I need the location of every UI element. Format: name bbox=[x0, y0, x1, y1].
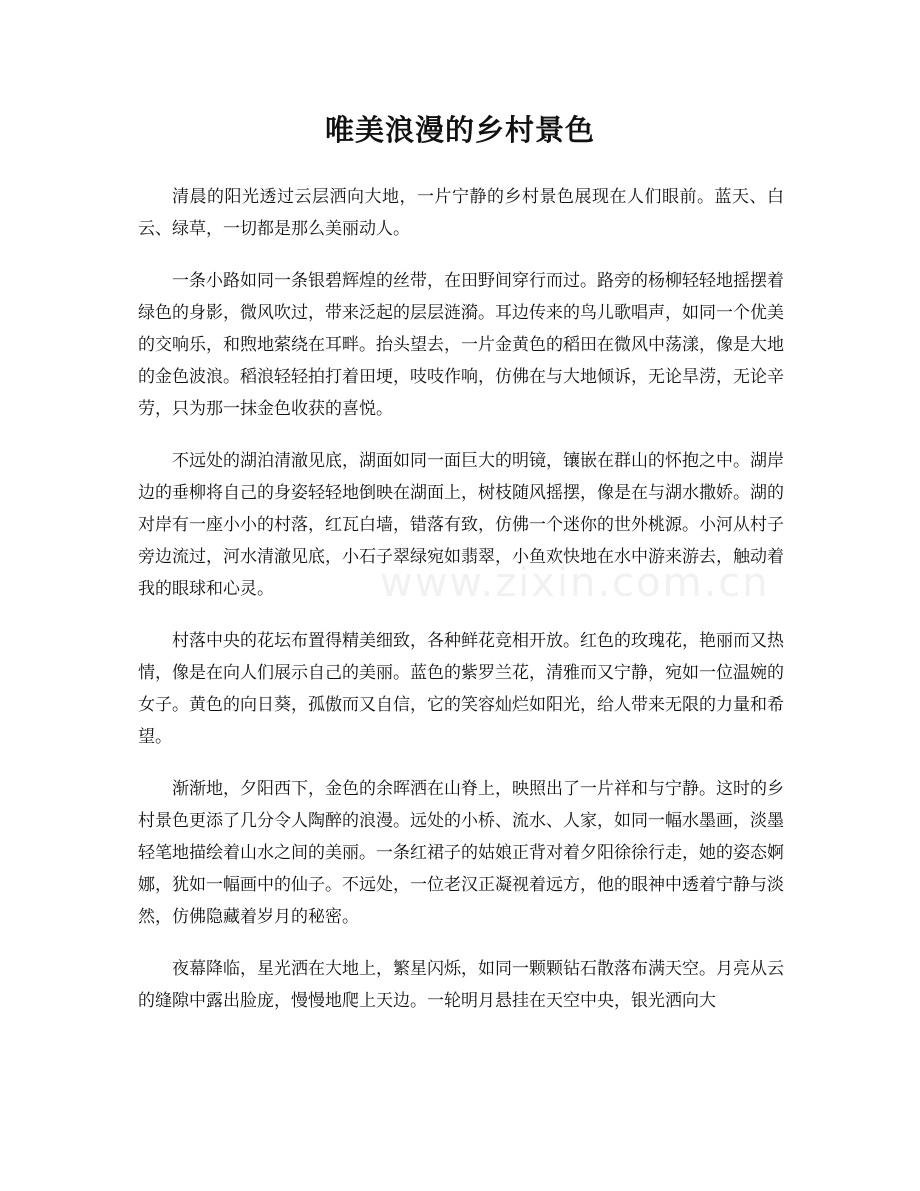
watermark: www.zixin.com.cn bbox=[380, 560, 770, 606]
paragraph: 夜幕降临，星光洒在大地上，繁星闪烁，如同一颗颗钻石散落布满天空。月亮从云的缝隙中露出脸庞，慢慢地爬上天边。一轮明月悬挂在天空中央，银光洒向大 bbox=[138, 959, 784, 1011]
document-body bbox=[138, 181, 784, 1037]
paragraph: 清晨的阳光透过云层洒向大地，一片宁静的乡村景色展现在人们眼前。蓝天、白云、绿草，一切都是那么美丽动人。 bbox=[138, 187, 784, 239]
paragraph: 渐渐地，夕阳西下，金色的余晖洒在山脊上，映照出了一片祥和与宁静。这时的乡村景色更添了几分令人陶醉的浪漫。远处的小桥、流水、人家，如同一幅水墨画，淡墨轻笔地描绘着山水之间的美丽。一条红裙子的姑娘正背对着夕阳徐徐行走，她的姿态婀娜，犹如一幅画中的仙子。不远处，一位老汉正凝视着远方，他的眼神中透着宁静与淡然，仿佛隐藏着岁月的秘密。 bbox=[138, 779, 784, 927]
paragraph: 一条小路如同一条银碧辉煌的丝带，在田野间穿行而过。路旁的杨柳轻轻地摇摆着绿色的身影，微风吹过，带来泛起的层层涟漪。耳边传来的鸟儿歌唱声，如同一个优美的交响乐，和煦地萦绕在耳畔。抬头望去，一片金黄色的稻田在微风中荡漾，像是大地的金色波浪。稻浪轻轻拍打着田埂，吱吱作响，仿佛在与大地倾诉，无论旱涝，无论辛劳，只为那一抹金色收获的喜悦。 bbox=[138, 271, 784, 419]
paragraph: 不远处的湖泊清澈见底，湖面如同一面巨大的明镜，镶嵌在群山的怀抱之中。湖岸边的垂柳将自己的身姿轻轻地倒映在湖面上，树枝随风摇摆，像是在与湖水撒娇。湖的对岸有一座小小的村落，红瓦白墙，错落有致，仿佛一个迷你的世外桃源。小河从村子旁边流过，河水清澈见底，小石子翠绿宛如翡翠，小鱼欢快地在水中游来游去，触动着我的眼球和心灵。 bbox=[138, 451, 784, 599]
document-title: 唯美浪漫的乡村景色 bbox=[324, 113, 595, 147]
paragraph: 村落中央的花坛布置得精美细致，各种鲜花竞相开放。红色的玫瑰花，艳丽而又热情，像是在向人们展示自己的美丽。蓝色的紫罗兰花，清雅而又宁静，宛如一位温婉的女子。黄色的向日葵，孤傲而又自信，它的笑容灿烂如阳光，给人带来无限的力量和希望。 bbox=[138, 631, 784, 747]
